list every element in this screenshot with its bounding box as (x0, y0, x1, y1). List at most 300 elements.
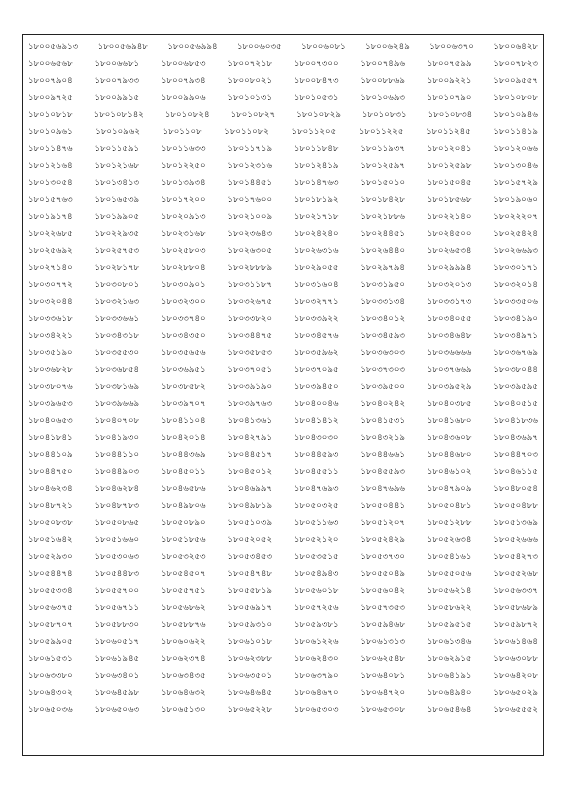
number-cell: ১৮০২২৬৮৫ (28, 229, 73, 239)
number-cell: ১৮০৪৪১০৯ (28, 450, 73, 460)
number-cell: ১৮০৩৬৭৬৯ (493, 348, 538, 358)
number-cell: ১৮০৪১৪১২ (293, 416, 339, 426)
number-cell: ১৮০৬৩০৮৮ (493, 654, 538, 664)
number-cell: ১৮০৪৩৬০৮ (426, 433, 472, 443)
number-row (28, 73, 538, 90)
number-row (28, 549, 538, 566)
number-row (28, 583, 538, 600)
number-row (28, 702, 538, 719)
number-cell: ১৮০১০১৩১ (227, 93, 273, 103)
number-cell: ১৮০৫২৬৩৪ (426, 535, 472, 545)
number-cell: ১৮০৩৫৯৬২ (293, 348, 339, 358)
number-cell: ১৮০৫৬৩৭৫ (28, 603, 73, 613)
number-cell: ১৮০৩৩৫০৬ (493, 297, 538, 307)
number-cell: ১৮০১৬৫৩৯ (94, 195, 140, 205)
number-cell: ১৮০১০৮২৭ (230, 110, 276, 120)
number-row (28, 141, 538, 158)
number-row (28, 192, 538, 209)
number-cell: ১৮০১৮১৯২ (293, 195, 339, 205)
number-cell: ১৮০০৬২৪৯ (365, 42, 410, 52)
number-cell: ১৮০২৬৬৯৩ (493, 246, 538, 256)
number-cell: ১৮০৬৪৩০২ (28, 688, 73, 698)
number-cell: ১৮০৫১১৬৩ (293, 518, 339, 528)
number-cell: ১৮০২১৭১৮ (293, 212, 339, 222)
number-cell: ১৮০৩২১৬৩ (94, 297, 140, 307)
number-cell: ১৮০০৯২২১ (426, 76, 472, 86)
number-row (28, 532, 538, 549)
number-cell: ১৮০০৬৫৬৮ (28, 59, 73, 69)
number-cell: ১৮০২৬৩১৬ (293, 246, 339, 256)
number-cell: ১৮০৬০৬২২ (160, 637, 206, 647)
number-cell: ১৮০১৯১৭৪ (28, 212, 73, 222)
number-cell: ১৮০১০৮২৯ (296, 110, 341, 120)
number-cell: ১৮০০৮৪৭৩ (293, 76, 339, 86)
number-cell: ১৮০৬৪৭২০ (360, 688, 406, 698)
number-cell: ১৮০৩৪২২১ (28, 331, 73, 341)
number-cell: ১৮০৩৯৫২৯ (426, 382, 472, 392)
number-cell: ১৮০৫২৪২৯ (360, 535, 405, 545)
number-cell: ১৮০৪৮৭৮৩ (94, 501, 140, 511)
number-cell: ১৮০৪৪৩৬৯ (160, 450, 206, 460)
number-cell: ১৮০৩৩৭৪০ (160, 314, 206, 324)
number-cell: ১৮০৫৫৮১৯ (227, 586, 273, 596)
number-cell: ১৮০৫৩৭৩০ (360, 552, 406, 562)
number-cell: ১৮০৪৪৭০৩ (493, 450, 538, 460)
number-cell: ১৮০৪২০১৪ (160, 433, 206, 443)
number-cell: ১৮০০৭৯৩৩ (94, 76, 140, 86)
number-cell: ১৮০০৬৬৮১ (94, 59, 140, 69)
number-cell: ১৮০৩১১৮৭ (227, 280, 273, 290)
number-row (28, 90, 538, 107)
number-cell: ১৮০২৮১৭৮ (94, 263, 140, 273)
number-cell: ১৮০৫২৯৩০ (28, 552, 73, 562)
number-cell: ১৮০২৮৮০৪ (160, 263, 206, 273)
number-cell: ১৮০১৩৪১৩ (94, 178, 140, 188)
number-row (28, 277, 538, 294)
number-row (28, 158, 538, 175)
number-cell: ১৮০৩৪৩১৮ (94, 331, 140, 341)
number-cell: ১৮০৩০১৭১ (493, 263, 538, 273)
number-cell: ১৮০২৪৫০০ (426, 229, 472, 239)
number-cell: ১৮০৩৯৭০৭ (160, 399, 206, 409)
number-cell: ১৮০৬২৪৩০ (293, 654, 339, 664)
number-cell: ১৮০৩৪৯৭১ (493, 331, 538, 341)
number-cell: ১৮০৪৬৫৮৬ (160, 484, 206, 494)
number-cell: ১৮০৩৮০৪৪ (493, 365, 538, 375)
number-cell: ১৮০১০৮৩৪ (427, 110, 473, 120)
number-cell: ১৮০৬৪৬৩২ (160, 688, 206, 698)
number-cell: ১৮০৩৭০৯৫ (293, 365, 339, 375)
number-cell: ১৮০১৮৫৬৮ (426, 195, 472, 205)
number-cell: ১৮০৬২৯১৫ (426, 654, 472, 664)
number-cell: ১৮০৩৪০১২ (360, 314, 406, 324)
number-cell: ১৮০১১৬৩৩ (160, 144, 206, 154)
number-cell: ১৮০৩৬৬৬৬ (426, 348, 472, 358)
number-cell: ১৮০৪১১০৪ (160, 416, 206, 426)
number-row (28, 56, 538, 73)
number-cell: ১৮০২৫৮০৩ (160, 246, 206, 256)
number-row (28, 566, 538, 583)
number-cell: ১৮০৬৪১৯১ (426, 671, 472, 681)
number-cell: ১৮০৪১৬৮০ (426, 416, 472, 426)
number-cell: ১৮০৫৮৬৮৯ (493, 603, 538, 613)
number-cell: ১৮০১২১৬৮ (94, 161, 140, 171)
number-cell: ১৮০৬৪০৮১ (360, 671, 406, 681)
number-cell: ১৮০৪০০৪৬ (293, 399, 339, 409)
number-cell: ১৮০৬৫১৩০ (160, 705, 206, 715)
number-cell: ১৮০৩৩৬৬১ (94, 314, 140, 324)
number-cell: ১৮০৫৩২৫৩ (160, 552, 206, 562)
number-cell: ১৮০৩৩৮২০ (227, 314, 273, 324)
number-cell: ১৮০১১২২৫ (358, 127, 404, 137)
number-row (28, 124, 538, 141)
number-cell: ১৮০৬১৫৩১ (28, 654, 73, 664)
number-cell: ১৮০৫৯৫১৫ (426, 620, 472, 630)
number-cell: ১৮০০৯৯০৬ (160, 93, 206, 103)
number-cell: ১৮০১২৫৯৭ (360, 161, 405, 171)
number-cell: ১৮০১১৫৯১ (94, 144, 140, 154)
number-cell: ১৮০৫৫০৪৯ (360, 569, 405, 579)
number-cell: ১৮০১১৮৪৮ (293, 144, 339, 154)
number-cell: ১৮০১১৯৩৭ (360, 144, 405, 154)
number-cell: ১৮০৫৬০১৮ (293, 586, 339, 596)
number-cell: ১৮০৫৬৮৬২ (160, 603, 206, 613)
number-cell: ১৮০১০৬৯৩ (360, 93, 405, 103)
number-cell: ১৮০১১০৮২ (224, 127, 269, 137)
number-cell: ১৮০৩৬৮২৮ (28, 365, 73, 375)
number-cell: ১৮০৩৯৭৬৩ (227, 399, 273, 409)
number-cell: ১৮০৪৩২১৯ (360, 433, 405, 443)
number-row (28, 345, 538, 362)
number-row (28, 107, 538, 124)
number-cell: ১৮০২৫৬৯২ (28, 246, 73, 256)
number-cell: ১৮০৪৮৭২১ (28, 501, 73, 511)
number-cell: ১৮০৫৩০৬৩ (94, 552, 140, 562)
number-cell: ১৮০০৯৭২৫ (28, 93, 73, 103)
number-cell: ১৮০৫৯৪৬৮ (360, 620, 406, 630)
number-cell: ১৮০৪৬২৩৪ (28, 484, 73, 494)
number-cell: ১৮০২৪২৪০ (293, 229, 339, 239)
number-cell: ১৮০০৬৪২৮ (493, 42, 538, 52)
number-cell: ১৮০৫১৮৫৬ (160, 535, 206, 545)
number-cell: ১৮০৪৬৯৯৭ (227, 484, 273, 494)
number-cell: ১৮০৩৫৬৫৬ (160, 348, 206, 358)
document-page-frame (22, 34, 544, 756)
number-cell: ১৮০৩২০১৩ (426, 280, 472, 290)
number-cell: ১৮০২৩১৬৮ (160, 229, 206, 239)
number-cell: ১৮০৬৩৭৯০ (293, 671, 339, 681)
number-cell: ১৮০৩৭৬৬৯ (426, 365, 472, 375)
number-cell: ১৮০৫১০৩৯ (227, 518, 273, 528)
number-cell: ১৮০৬১৩৪৬ (426, 637, 472, 647)
number-row (28, 379, 538, 396)
number-row (28, 294, 538, 311)
number-cell: ১৮০৪৭৯০৯ (426, 484, 472, 494)
number-cell: ১৮০৩৯১৯০ (227, 382, 273, 392)
number-cell: ১৮০৬৫০২৯ (493, 688, 538, 698)
number-cell: ১৮০৩২০৪৪ (28, 297, 73, 307)
number-cell: ১৮০৫৪৪৭৪ (28, 569, 73, 579)
number-cell: ১৮০৪৫০১২ (227, 467, 273, 477)
number-cell: ১৮০১০৫৩১ (293, 93, 339, 103)
number-row (28, 498, 538, 515)
number-cell: ১৮০৪৬১০২ (426, 467, 472, 477)
number-cell: ১৮০১০৯৬২ (95, 127, 140, 137)
number-cell: ১৮০১০৯৬১ (28, 127, 73, 137)
number-row (28, 651, 538, 668)
number-cell: ১৮০১২২৫০ (160, 161, 206, 171)
number-cell: ১৮০০৭৫৯৯ (426, 59, 472, 69)
number-cell: ১৮০১৭৬০০ (227, 195, 273, 205)
number-cell: ১৮০৩৯৬৫৩ (28, 399, 73, 409)
number-cell: ১৮০৪৪৭৫০ (28, 467, 73, 477)
number-cell: ১৮০১৪৪৫১ (227, 178, 273, 188)
number-cell: ১৮০৫৭৩৫৩ (360, 603, 405, 613)
number-cell: ১৮০১৩৯৩৪ (160, 178, 206, 188)
number-cell: ১৮০৬২৩৮৮ (227, 654, 273, 664)
number-cell: ১৮০৩৩৬১৮ (28, 314, 73, 324)
number-cell: ১৮০১২৩১৬ (227, 161, 273, 171)
number-cell: ১৮০২৫৭৫৩ (94, 246, 140, 256)
number-cell: ১৮০১০৭৯০ (426, 93, 472, 103)
number-cell: ১৮০৪৪৯০৩ (94, 467, 140, 477)
number-cell: ১৮০১০৮০৮ (493, 93, 538, 103)
number-cell: ১৮০৬৫২২৮ (227, 705, 273, 715)
number-cell: ১৮০৪১৩৬১ (227, 416, 273, 426)
number-cell: ১৮০৫৬৯১৭ (227, 603, 273, 613)
number-cell: ১৮০৫৪৫০৭ (160, 569, 206, 579)
number-cell: ১৮০৩৯৪৫০ (293, 382, 339, 392)
number-cell: ১৮০৫৬০৪২ (360, 586, 405, 596)
number-cell: ১৮০৬৫৩০৩ (293, 705, 339, 715)
number-cell: ১৮০২৮৮৮৯ (227, 263, 273, 273)
number-cell: ১৮০৪১৮৪১ (28, 433, 73, 443)
number-cell: ১৮০৩৮০৭৬ (28, 382, 73, 392)
number-cell: ১৮০০৫৬৯১৩ (28, 42, 79, 52)
number-cell: ১৮০৬৩৫০১ (227, 671, 273, 681)
number-cell: ১৮০৪১৯৩০ (94, 433, 140, 443)
number-cell: ১৮০৪২৭৯১ (227, 433, 273, 443)
number-cell: ১৮০০৭৪৯৬ (360, 59, 406, 69)
number-cell: ১৮০০৭২১৮ (227, 59, 273, 69)
number-cell: ১৮০৪৫৫১১ (293, 467, 339, 477)
number-cell: ১৮০১৩০৫৪ (28, 178, 73, 188)
number-cell: ১৮০৫৪৭৪৮ (227, 569, 273, 579)
number-cell: ১৮০৫৮৮৭৬ (160, 620, 206, 630)
number-cell: ১৮০৬৫৩০৮ (360, 705, 406, 715)
number-cell: ১৮০২৬৪৪০ (360, 246, 406, 256)
number-row (28, 328, 538, 345)
number-cell: ১৮০২৩৬৪৩ (227, 229, 273, 239)
number-cell: ১৮০৩৩১৭৩ (426, 297, 472, 307)
number-cell: ১৮০২১৮৮৬ (360, 212, 405, 222)
number-cell: ১৮০১২০৬৬ (493, 144, 538, 154)
number-row (28, 175, 538, 192)
number-cell: ১৮০৩৩১৩৪ (360, 297, 405, 307)
number-cell: ১৮০৩৬৯৫১ (160, 365, 206, 375)
number-cell: ১৮০৫১৩৬৯ (493, 518, 538, 528)
number-cell: ১৮০৪৬১১৫ (493, 467, 538, 477)
number-cell: ১৮০৬৫৪৬৪ (426, 705, 472, 715)
number-row (28, 600, 538, 617)
number-cell: ১৮০১৮৪২৮ (360, 195, 405, 205)
number-cell: ১৮০৫৬৭১১ (94, 603, 140, 613)
number-cell: ১৮০৩৪৬৪৮ (426, 331, 472, 341)
number-cell: ১৮০৩০৯০১ (160, 280, 206, 290)
number-cell: ১৮০০৯৯১৫ (94, 93, 140, 103)
number-cell: ১৮০৬২৩৭৪ (160, 654, 206, 664)
number-cell: ১৮০৩৮৫৮২ (160, 382, 206, 392)
number-cell: ১৮০৬৩৪৩৫ (160, 671, 206, 681)
number-cell: ১৮০৫৪২৭৩ (493, 552, 538, 562)
number-row (28, 430, 538, 447)
number-cell: ১৮০৪১৮৩৬ (493, 416, 538, 426)
number-cell: ১৮০৫২৬৬৬ (493, 535, 538, 545)
number-cell: ১৮০৬৫০৩৬ (28, 705, 73, 715)
number-cell: ১৮০৫৯৯০৫ (28, 637, 73, 647)
number-cell: ১৮০৫০৪৪১ (360, 501, 406, 511)
number-cell: ১৮০৩৬৮৫৪ (94, 365, 140, 375)
number-cell: ১৮০৩৪৫৭৬ (293, 331, 339, 341)
number-cell: ১৮০২৯৭৯৪ (360, 263, 405, 273)
number-cell: ১৮০৬৪৬৭০ (293, 688, 339, 698)
number-cell: ১৮০৫৮৭০৭ (28, 620, 73, 630)
number-cell: ১৮০৩২৭৭১ (293, 297, 339, 307)
number-cell: ১৮০১৯৯০৫ (94, 212, 140, 222)
number-cell: ১৮০৪১৫৩১ (360, 416, 406, 426)
number-cell: ১৮০৫০৩২৫ (293, 501, 339, 511)
number-cell: ১৮০১৯০৬০ (493, 195, 538, 205)
number-row (28, 617, 538, 634)
number-cell: ১৮০৩৬৩০৩ (360, 348, 405, 358)
number-cell: ১৮০৫৬২১৪ (426, 586, 472, 596)
number-row (28, 396, 538, 413)
number-cell: ১৮০৫৪১৬১ (426, 552, 472, 562)
number-cell: ১৮০৩২০১৪ (493, 280, 538, 290)
number-cell: ১৮০১৩০৪৬ (493, 161, 538, 171)
number-cell: ১৮০২২১৪০ (426, 212, 472, 222)
number-cell: ১৮০৬১৪৬৪ (493, 637, 538, 647)
number-cell: ১৮০৪৩৬৯৭ (493, 433, 538, 443)
number-cell: ১৮০৪৭৬৯৩ (293, 484, 339, 494)
number-row (28, 685, 538, 702)
number-cell: ১৮০৫৫২৬৮ (493, 569, 538, 579)
number-cell: ১৮০৪৭৬৯৬ (360, 484, 405, 494)
number-cell: ১৮০৫৮৮৩০ (94, 620, 140, 630)
number-cell: ১৮০৫১২৮৮ (426, 518, 472, 528)
number-cell: ১৮০৪৯৮০৬ (160, 501, 206, 511)
number-cell: ১৮০৩৪১৯০ (493, 314, 538, 324)
number-row (28, 464, 538, 481)
number-cell: ১৮০৪০৫১৫ (493, 399, 538, 409)
number-cell: ১৮০০৬০৮১ (301, 42, 346, 52)
number-cell: ১৮০৫০৮৬৫ (94, 518, 140, 528)
number-cell: ১৮০৩৪৪৭৫ (227, 331, 273, 341)
number-cell: ১৮০০৬০৩৫ (236, 42, 282, 52)
number-cell: ১৮০৫৭২৫৬ (293, 603, 339, 613)
number-cell: ১৮০৪৮০৫৪ (493, 484, 538, 494)
number-cell: ১৮০৪৫৫৯৩ (360, 467, 406, 477)
number-cell: ১৮০১১০৮ (162, 127, 202, 137)
number-cell: ১৮০৩৫১৯০ (28, 348, 73, 358)
number-cell: ১৮০৬৫৫৫২ (493, 705, 538, 715)
number-cell: ১৮০৬৪৫৯৮ (94, 688, 140, 698)
number-row (28, 209, 538, 226)
number-cell: ১৮০০৬৩৭০ (429, 42, 474, 52)
number-cell: ১৮০৪৫০১১ (160, 467, 206, 477)
number-cell: ১৮০৫৫৭০০ (94, 586, 140, 596)
number-cell: ১৮০৫৯৩১০ (227, 620, 273, 630)
number-cell: ১৮০৫৫৭৫১ (160, 586, 206, 596)
number-cell: ১৮০৪৯৮১৯ (227, 501, 273, 511)
number-cell: ১৮০৬০৫১৭ (94, 637, 140, 647)
number-cell: ১৮০০৫৬৯৪৮ (97, 42, 148, 52)
number-cell: ১৮০৫৯৩৮১ (293, 620, 339, 630)
number-cell: ১৮০৪০৭০৮ (94, 416, 140, 426)
number-cell: ১৮০৩৯৬৬৯ (94, 399, 140, 409)
number-cell: ১৮০২৫৪২৪ (493, 229, 538, 239)
number-row (28, 634, 538, 651)
number-cell: ১৮০২৭১৪০ (28, 263, 73, 273)
number-cell: ১৮০১১২০৫ (291, 127, 337, 137)
number-cell: ১৮০২৬৩০৫ (227, 246, 273, 256)
number-cell: ১৮০২৯৯৯৪ (426, 263, 472, 273)
number-cell: ১৮০০৭৯০৪ (28, 76, 73, 86)
number-row (28, 260, 538, 277)
number-cell: ১৮০২৬৫৩৪ (426, 246, 472, 256)
number-cell: ১৮০৫১৬৬০ (94, 535, 140, 545)
number-cell: ১৮০০৬৮৫৩ (160, 59, 206, 69)
number-cell: ১৮০৫১২০৭ (360, 518, 405, 528)
number-cell: ১৮০৩০৭৭২ (28, 280, 73, 290)
number-row (28, 413, 538, 430)
number-cell: ১৮০১৪৭৬৩ (293, 178, 339, 188)
number-cell: ১৮০০৭৮২৩ (493, 59, 538, 69)
number-cell: ১৮০৩৪৫৯৩ (360, 331, 405, 341)
number-cell: ১৮০১২০৪১ (426, 144, 472, 154)
number-cell: ১৮০০৯৫৫৭ (493, 76, 538, 86)
number-cell: ১৮০১১৭১৯ (227, 144, 273, 154)
number-cell: ১৮০৩৯৫৯৫ (493, 382, 538, 392)
number-cell: ১৮০১০৯৪৬ (493, 110, 538, 120)
number-cell: ১৮০২২২০৭ (493, 212, 538, 222)
number-cell: ১৮০৬৪৯৪০ (426, 688, 472, 698)
number-cell: ১৮০৪৪৫৯৩ (293, 450, 339, 460)
number-cell: ১৮০৩৪৩৫০ (160, 331, 206, 341)
number-cell: ১৮০১০৮৩১ (361, 110, 407, 120)
number-cell: ১৮০৫৬৩৩৭ (493, 586, 538, 596)
number-cell: ১৮০৩২৬৭৫ (227, 297, 273, 307)
number-cell: ১৮০৬৩৩৮০ (28, 671, 73, 681)
number-cell: ১৮০৫৯৮৭২ (493, 620, 538, 630)
number-cell: ১৮০১৫৭৬৩ (28, 195, 73, 205)
number-cell: ১৮০৫৫০৫৬ (426, 569, 472, 579)
number-cell: ১৮০১২৫৯৮ (426, 161, 472, 171)
number-cell: ১৮০০৮০২১ (227, 76, 273, 86)
number-cell: ১৮০৪৪১১০ (94, 450, 140, 460)
number-cell: ১৮০৫৪৪৮৩ (94, 569, 140, 579)
number-cell: ১৮০০৫৬৯৯৪ (167, 42, 218, 52)
number-cell: ১৮০২০৯১৩ (160, 212, 206, 222)
number-cell: ১৮০৩৫৫৩০ (94, 348, 140, 358)
number-cell: ১৮০০৭৩০০ (293, 59, 339, 69)
number-cell: ১৮০১১৪৭৬ (28, 144, 73, 154)
number-cell: ১৮০৬২৫৪৮ (360, 654, 406, 664)
number-cell: ১৮০০৭৯৩৪ (160, 76, 206, 86)
number-row (28, 668, 538, 685)
number-cell: ১৮০২৪৪৫১ (360, 229, 405, 239)
number-cell: ১৮০৩১৬০৪ (293, 280, 339, 290)
